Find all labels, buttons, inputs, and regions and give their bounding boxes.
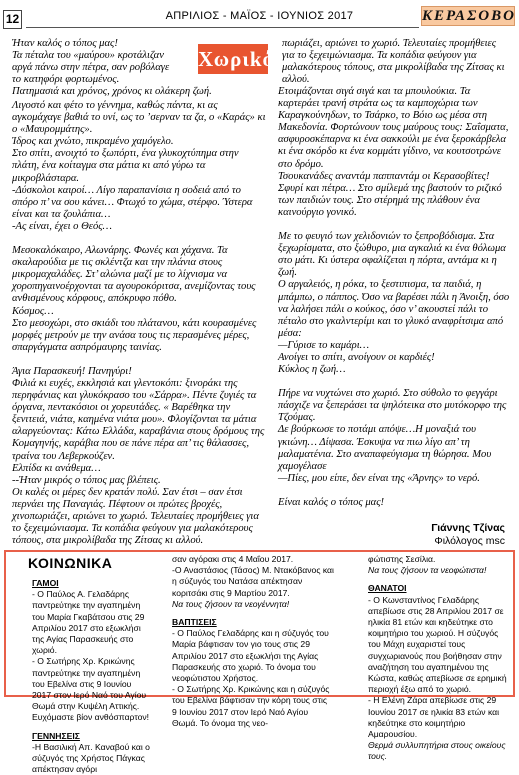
paragraph: Στο σπίτι, ανοιχτό το ξωπόρτι, ένα γλυκοχτύπημα στην πλάτη, ένα κοίταγμα στα μάτια κι από γύρω τα μικροβλάσταρα. [12, 148, 239, 184]
baptisms-heading: ΒΑΠΤΙΣΕΙΣ [172, 617, 217, 628]
baptisms-wish: Να τους ζήσουν τα νεοφώτιστα! [368, 565, 487, 576]
paragraph: Λιγοστό και φέτο το γέννημα, καθώς πάντα, κι ας αγκομάχαγε βαθιά το υνί, ως το ’σερναν τα ζα, ο «Καράς» κι ο «Μαυρομμάτης». [12, 100, 266, 136]
paragraph: Στο μεσοχώρι, στο σκιάδι του πλάτανου, κάτι κουρασμένες μορφές μετρούν με την ανάσα τους τις περασμένες μέρες, σπαργάγματα ασπρόμαυρης ταινίας. [12, 317, 257, 353]
author-role: Φιλόλογος msc [434, 535, 505, 547]
paragraph: Ίδρος και χνώτο, πικραμένο χαμόγελο. [12, 136, 174, 148]
page-number: 12 [3, 10, 22, 29]
wedding-entry: - Ο Σωτήρης Χρ. Κρικώνης παντρεύτηκε την αγαπημένη του Εβελίνα στις 9 Ιουνίου 2017 στον Ιερό Ναό του Αγίου Θωμά στην Κυψέλη Αττικής. Ευχόμαστε βίον ανθόσπαρτον! [32, 656, 150, 723]
baptism-entry: - Ο Σωτήρης Χρ. Κρικώνης και η σύζυγός του Εβελίνα βάφτισαν την κόρη τους στις 9 Ιουνίου 2017 στον Ιερό Ναό Αγίου Θωμά. Το όνομα της νεο- [172, 684, 330, 728]
social-column-2 [172, 554, 334, 729]
header-divider [26, 27, 419, 28]
paragraph: Ελπίδα κι ανάθεμα… [12, 462, 101, 474]
social-title: ΚΟΙΝΩΝΙΚΑ [28, 555, 113, 571]
issue-date: ΑΠΡΙΛΙΟΣ - ΜΑΪΟΣ - ΙΟΥΝΙΟΣ 2017 [165, 10, 354, 22]
social-column-3 [368, 554, 508, 763]
article-right-column [278, 86, 510, 509]
paragraph: Ανοίγει το σπίτι, ανοίγουν οι καρδιές! [278, 351, 435, 363]
deaths-heading: ΘΑΝΑΤΟΙ [368, 583, 407, 594]
intro-line: το κατηφόρι φορτωμένος. [12, 74, 120, 86]
paragraph: —Πίες, μου είπε, δεν είναι της «Άρνης» το νερό. [278, 472, 480, 484]
births-heading: ΓΕΝΝΗΣΕΙΣ [32, 730, 80, 741]
article-title: Χωριkό [198, 44, 268, 74]
paragraph: Φιλιά κι ευχές, εκκλησιά και γλεντοκόπι: ξινοράκι της περηφάνιας και γλυκόκρασο του «Σάρρα». Πέντε ζυγιές τα όργανα, πεντακόσιοι οι χορευτάδες. « Βαρέθηκα την ξενιτειά, νιάτα, καημένα νιάτα μου». Φλογίζονται τα μάτια αλαργεύοντας: Κάτω Ελλάδα, καραβάνια στους δρόμους της Κομαγηνής, καράβια που σε πάνε πέρα απ’ τις θάλασσες, τραίνα του Λεβερκούζεν. [12, 377, 265, 462]
paragraph: Τσουκανάδες αναντάμ παππαντάμ οι Κερασοβίτες! Σφυρί και πέτρα… Στο σμίλεμά της βαστούν το ριζικό των παιδιών τους. Στο στέρημά της πλάθουν ένα καινούργιο γονικό. [278, 170, 502, 218]
paragraph: -Δύσκολοι καιροί… Λίγο παραπανίσια η σοδειά από το σπόρο π’ να σου κάνει… Φτωχό το χώμα, στέρφο. Ύστερα είναι και τα ζουλάπια… [12, 184, 253, 220]
newspaper-brand: ΚΕΡΑΣΟΒΟ [422, 8, 516, 24]
birth-entry: -Ο Αναστάσιος (Τάσος) Μ. Ντακόβανος και η σύζυγός του Νατάσα απέκτησαν κοριτσάκι στις 9 Μαρτίου 2017. [172, 565, 334, 598]
birth-entry: -Η Βασιλική Απ. Καναβού και ο σύζυγός της Χρήστος Πάγκας απέκτησαν αγόρι [32, 741, 150, 775]
birth-entry-cont: σαν αγόρακι στις 4 Μαΐου 2017. [172, 554, 294, 564]
paragraph: Δε βούρκωσε το ποτάμι απόψε…Η μοναξιά του γκιώνη… Δίψασα. Έσκυψα να πιω λίγο απ’ τη μαλαματένια. Στο αναπαφεύγισμα τη θώρησα. Μου χαμογέλασε [278, 424, 492, 472]
paragraph: —Γύρισε το καμάρι… [278, 339, 370, 351]
births-wish: Να τους ζήσουν τα νεογέννητα! [172, 598, 290, 609]
paragraph: Κύκλος η ζωή… [278, 364, 346, 376]
paragraph: Ο αργαλειός, η ρόκα, το ξεστιπισμα, τα παιδιά, η μπάμπω, ο πάππος. Όσο να βαρέσει πάλι η Άνοιξη, όσο να λαλήσει πάλι ο κούκος, όσο ν’ ακουστεί πάλι το πέταλο στο γκαλντερίμι και το γλυκό αναφρίτσιμα από μέσα: [278, 279, 510, 339]
page-header [0, 0, 519, 34]
death-entry: - Η Ελένη Ζάρα απεβίωσε στις 29 Ιουνίου 2017 σε ηλικία 83 ετών και κηδεύτηκε στο κοιμητήριο Αμαρουσίου. [368, 695, 500, 740]
condolences: Θερμά συλλυπητήρια στους οικείους τους. [368, 740, 506, 762]
author-name: Γιάννης Τζίνας [431, 522, 505, 534]
paragraph: -Ας είναι, έχει ο Θεός… [12, 220, 112, 232]
baptism-entry: - Ο Παύλος Γελαδάρης και η σύζυγός του Μαρία βάφτισαν τον γιο τους στις 29 Απριλίου 2017 στο εξωκλήσι της Αγίας Παρασκευής στο χωριό. Το όνομα του νεοφώτιστου Χρήστος. [172, 628, 329, 684]
intro-line: αργά πάνω στην πέτρα, σαν ροβόλαγε [12, 62, 170, 74]
paragraph: πωριάζει, αριώνει το χωριό. Τελευταίες προμήθειες για το ξεχειμώνιασμα. Τα κοπάδια φεύγουν για μαλακότερους τόπους, στα μικρολίβαδα της Ζίτσας κι αλλού. [282, 38, 505, 86]
wedding-entry: - Ο Παύλος Α. Γελαδάρης παντρεύτηκε την αγαπημένη του Μαρία Γκαβάτσου στις 29 Απριλίου 2017 στο εξωκλήσι της Αγίας Παρασκευής στο χωριό. [32, 589, 145, 656]
social-news-box [4, 550, 515, 775]
intro-line: Πατημασιά και χρόνος, χρόνος κι ολάκερη ζωή. [12, 86, 212, 98]
intro-line: Τα πέταλα του «μαύρου» κροτάλιζαν [12, 50, 164, 62]
author-signature [431, 522, 505, 548]
baptism-entry-cont: φώτιστης Σεσίλια. [368, 554, 436, 564]
paragraph: Ετοιμάζονται σιγά σιγά και τα μπουλούκια. Τα καρτεράει τρανή στράτα ως τα καμποχώρια των Καραγκούνηδων, το Τσάρκο, το Βόιο ως μέσα στη Μακεδονία. Φορτώνουν τους μαύρους τους: Σαΐσματα, ασφυροσκέπαρνα κι ένα σακκούλι με ένα ξεροκάρβελα κι ένα σκόρδο κι ένα κομμάτι γίδινο, να κουτσοτρώνε στο δρόμο. [278, 86, 509, 170]
paragraph: --Ήταν μικρός ο τόπος μας βλέπεις. [12, 474, 161, 486]
article-right-top [282, 38, 510, 86]
weddings-heading: ΓΑΜΟΙ [32, 578, 59, 588]
paragraph: Οι καλές οι μέρες δεν κρατάν πολύ. Σαν έτσι – σαν έτσι περνάει της Παναγιάς. Πέφτουν οι πρώτες βροχές, χινοπωριάζει, αριώνει το χωριό. Τελευταίες προμήθειες για το ξεχειμώνιασμα. Τα κοπάδια φεύγουν για μαλακότερους τόπους, στα μικρολίβαδα της Ζίτσας κι αλλού. [12, 486, 259, 547]
paragraph: Με το φευγιό των χελιδονιών το ξεπροβόδισμα. Στα ξεχωρίσματα, στο ξώθυρο, μια αγκαλιά κι ένα θόλωμα στο μάτι. Κι ύστερα σφαλίζεται η πόρτα, αντάμα κι η ζωή. [278, 231, 506, 279]
article-left-column [12, 100, 268, 547]
death-entry: - Ο Κωνσταντίνος Γελαδάρης απεβίωσε στις 28 Απριλίου 2017 σε ηλικία 81 ετών και κηδεύτηκε στο κοιμητήριο του χωριού. Η σύζυγός του Μάχη ευχαριστεί τους συγχωριανούς που βοήθησαν στην αναζήτηση του αγαπημένου της Κώστα, καθώς απεβίωσε σε ερημική περιοχή έξω από το χωριό. [368, 594, 507, 695]
paragraph: Πήρε να νυχτώνει στο χωριό. Στο σύθολο το φεγγάρι πάσχιζε να ξεπεράσει τα ψηλότεικα στο μυτόκορφο της Τζούμας. [278, 388, 507, 424]
paragraph: Κόσμος… [12, 305, 54, 317]
social-column-1 [32, 578, 150, 775]
intro-line: Ήταν καλός ο τόπος μας! [12, 38, 118, 49]
paragraph: Μεσοκαλόκαιρο, Αλωνάρης. Φωνές και χάχανα. Τα σκαλαρούδια με τις σκλέντζα και την πλάνια στους μικρομαχαλάδες. Στ’ αλώνια μαζί με το λίχνισμα να χοροπηγαινοέρχονται τα αγουροκόριτσα, ανεμίζοντας τους ανθισμένους κόρφους, απόκρυφο πόθο. [12, 245, 256, 305]
paragraph: Είναι καλός ο τόπος μας! [278, 496, 385, 508]
paragraph: Άγια Παρασκευή! Πανηγύρι! [12, 365, 132, 377]
article-intro [12, 38, 212, 98]
